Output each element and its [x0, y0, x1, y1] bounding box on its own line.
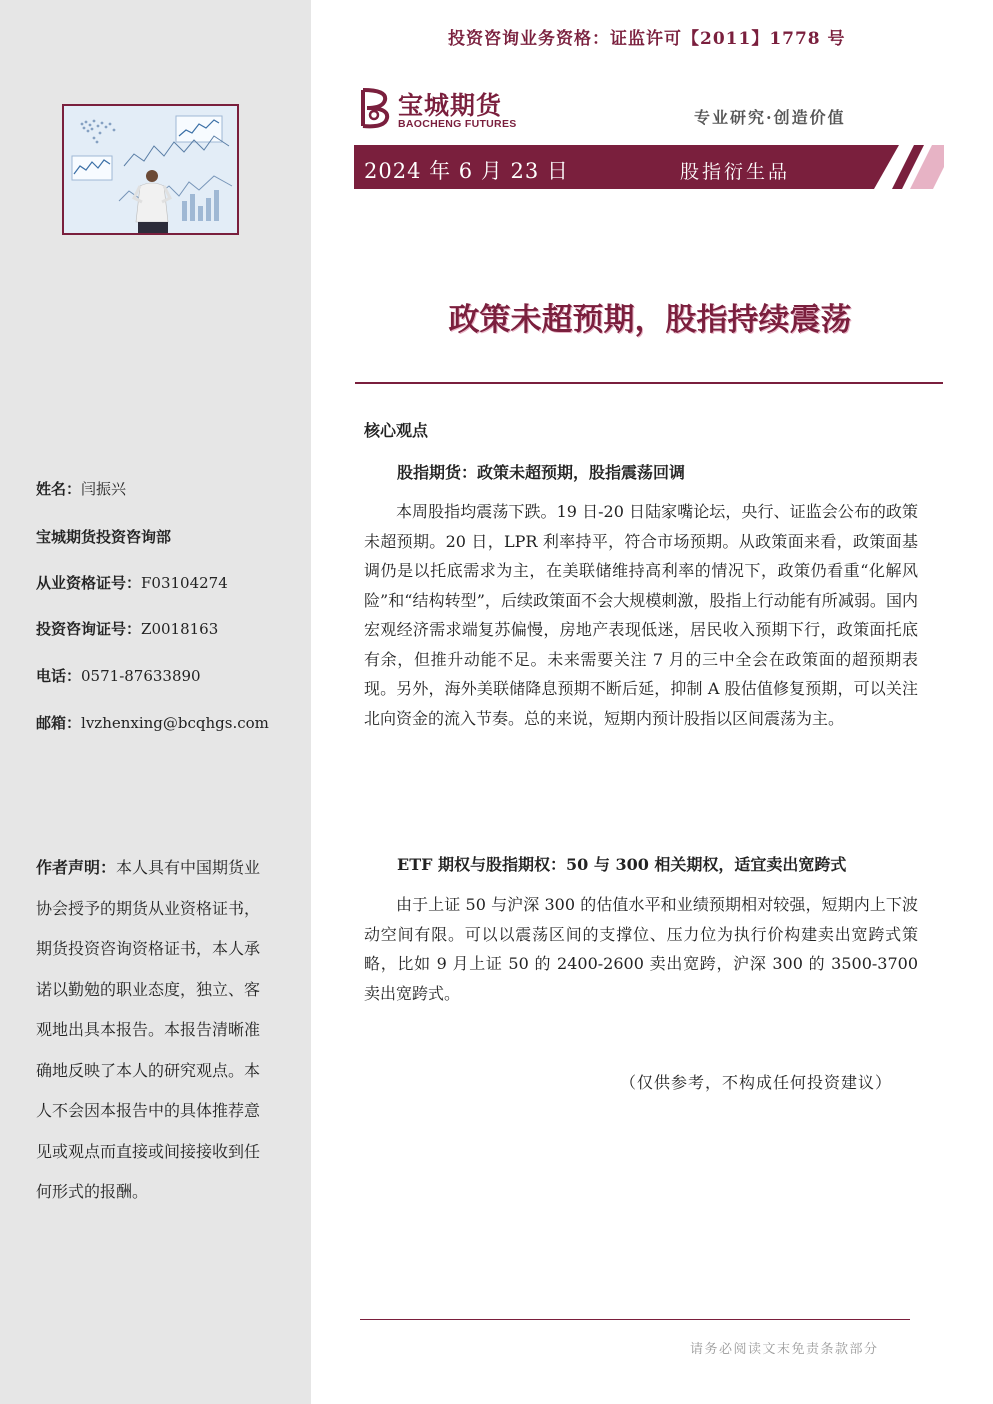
- contact-email: [36, 712, 269, 733]
- section2-heading: ETF 期权与股指期权：50 与 300 相关期权，适宜卖出宽跨式: [397, 855, 847, 874]
- footer-note: 请务必阅读文末免责条款部分: [690, 1342, 879, 1357]
- title-divider: [355, 382, 943, 384]
- section2-paragraph: 由于上证 50 与沪深 300 的估值水平和业绩预期相对较强，短期内上下波动空间有限。可以以震荡区间的支撑位、压力位为执行价构建卖出宽跨式策略，比如 9 月上证 50 的 2400-2600 卖出宽跨，沪深 300 的 3500-3700 卖出宽跨式。: [364, 895, 918, 1003]
- logo-text-cn: 宝城期货: [398, 91, 503, 120]
- section1-heading: 股指期货：政策未超预期，股指震荡回调: [397, 463, 686, 482]
- contact-qualification: [36, 572, 228, 593]
- qualification-label: 从业资格证号：: [36, 574, 142, 592]
- phone-label: 电话：: [36, 667, 82, 685]
- contact-department: [36, 526, 171, 547]
- department-label: 宝城期货投资咨询部: [36, 528, 172, 546]
- contact-name-value: 闫振兴: [81, 480, 127, 498]
- slogan: 专业研究·创造价值: [694, 108, 846, 127]
- email-value: lvzhenxing@bcqhgs.com: [81, 714, 269, 732]
- author-statement-label: 作者声明：: [36, 858, 117, 877]
- report-date: 2024 年 6 月 23 日: [364, 159, 569, 183]
- contact-phone: [36, 665, 201, 686]
- logo-text-en: BAOCHENG FUTURES: [398, 118, 517, 130]
- phone-value: 0571-87633890: [81, 667, 201, 685]
- company-logo-icon: [357, 86, 393, 134]
- consulting-license-label: 投资咨询证号：: [36, 620, 142, 638]
- qualification-value: F03104274: [141, 574, 228, 592]
- contact-name-label: 姓名：: [36, 480, 82, 498]
- author-statement: [36, 848, 270, 1213]
- report-category: 股指衍生品: [680, 161, 791, 183]
- disclaimer: （仅供参考，不构成任何投资建议）: [620, 1073, 893, 1092]
- report-title: 政策未超预期，股指持续震荡: [448, 302, 852, 338]
- contact-consulting-license: [36, 618, 218, 639]
- author-statement-text: 本人具有中国期货业协会授予的期货从业资格证书，期货投资咨询资格证书，本人承诺以勤勉的职业态度，独立、客观地出具本报告。本报告清晰准确地反映了本人的研究观点。本人不会因本报告中的具体推荐意见或观点而直接或间接接收到任何形式的报酬。: [36, 858, 261, 1201]
- cover-photo: [62, 104, 239, 235]
- license-line: 投资咨询业务资格：证监许可【2011】1778 号: [448, 29, 846, 49]
- footer-divider: [360, 1319, 910, 1320]
- email-label: 邮箱：: [36, 714, 82, 732]
- consulting-license-value: Z0018163: [141, 620, 219, 638]
- contact-name: [36, 478, 126, 499]
- section1-paragraph: 本周股指均震荡下跌。19 日-20 日陆家嘴论坛，央行、证监会公布的政策未超预期。20 日，LPR 利率持平，符合市场预期。从政策面来看，政策面基调仍是以托底需求为主，在美联储维持高利率的情况下，政策仍看重“化解风险”和“结构转型”，后续政策面不会大规模刺激，股指上行动能有所减弱。国内宏观经济需求端复苏偏慢，房地产表现低迷，居民收入预期下行，政策面托底有余，但推升动能不足。未来需要关注 7 月的三中全会在政策面的超预期表现。另外，海外美联储降息预期不断后延，抑制 A 股估值修复预期，可以关注北向资金的流入节奏。总的来说，短期内预计股指以区间震荡为主。: [364, 502, 918, 728]
- core-heading: 核心观点: [364, 421, 429, 440]
